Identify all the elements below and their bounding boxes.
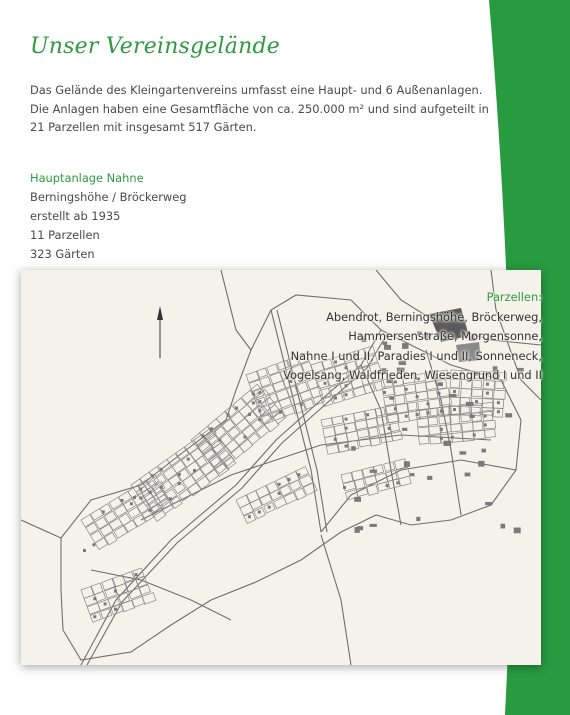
map-road xyxy=(91,570,231,620)
page-title: Unser Vereinsgelände xyxy=(30,34,280,59)
intro-paragraph xyxy=(30,81,489,137)
main-site-facts xyxy=(30,169,186,264)
intro-line: Die Anlagen haben eine Gesamtfläche von ca. 250.000 m² und sind aufgeteilt in xyxy=(30,101,489,116)
parcel-list-line: Abendrot, Berningshöhe, Bröckerweg, xyxy=(326,309,542,324)
parcel-list xyxy=(242,288,542,386)
map-road xyxy=(361,365,401,525)
parcel-list-heading: Parzellen: xyxy=(486,290,542,304)
parcel-list-line: Vogelsang, Waldfrieden, Wiesengrund I und II xyxy=(283,368,542,382)
facts-location: Berningshöhe / Bröckerweg xyxy=(30,190,187,204)
facts-parcels: 11 Parzellen xyxy=(30,228,100,242)
facts-gardens: 323 Gärten xyxy=(30,247,95,261)
parcel-list-line: Nahne I und II, Paradies I und II, Sonneneck, xyxy=(290,348,542,363)
intro-line: Das Gelände des Kleingartenvereins umfasst eine Haupt- und 6 Außenanlagen. xyxy=(30,83,483,97)
map-road xyxy=(21,520,61,538)
facts-heading: Hauptanlage Nahne xyxy=(30,171,144,185)
facts-built: erstellt ab 1935 xyxy=(30,209,121,223)
parcel-list-line: Hammersenstraße, Morgensonne, xyxy=(348,329,542,343)
north-arrow-icon xyxy=(157,306,163,358)
intro-line: 21 Parzellen mit insgesamt 517 Gärten. xyxy=(30,120,257,134)
map-road xyxy=(321,535,351,665)
map-road xyxy=(321,460,516,532)
